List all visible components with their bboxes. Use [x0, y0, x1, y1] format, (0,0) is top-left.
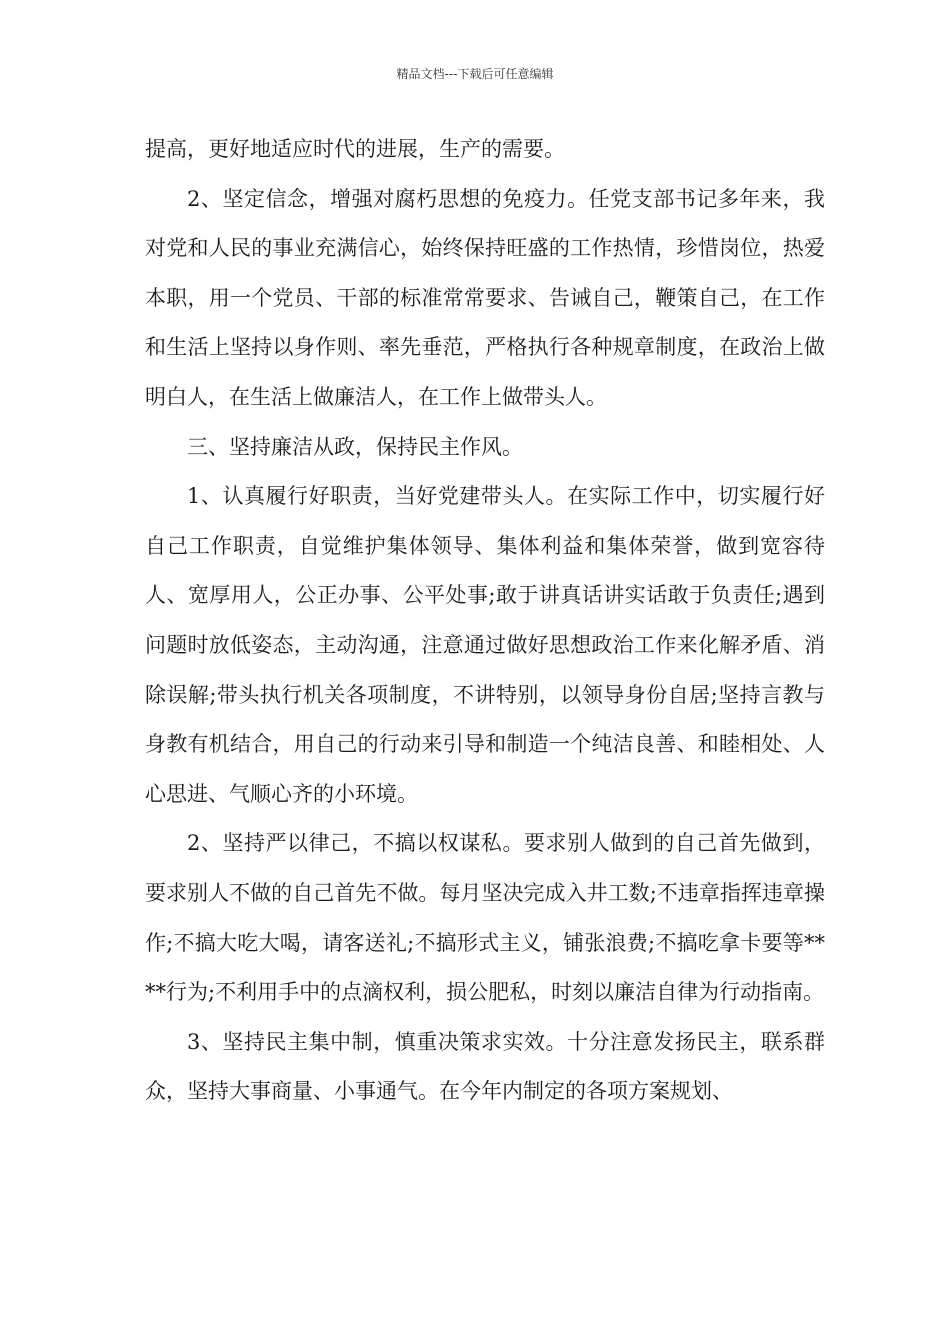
paragraph-2: 2、坚定信念，增强对腐朽思想的免疫力。任党支部书记多年来，我对党和人民的事业充满信心，始终保持旺盛的工作热情，珍惜岗位，热爱本职，用一个党员、干部的标准常常要求、告诫自己，鞭策自己，在工作和生活上坚持以身作则、率先垂范，严格执行各种规章制度，在政治上做明白人，在生活上做廉洁人，在工作上做带头人。 [145, 186, 825, 409]
paragraph-4: 2、坚持严以律己，不搞以权谋私。要求别人做到的自己首先做到，要求别人不做的自己首先不做。每月坚决完成入井工数;不违章指挥违章操作;不搞大吃大喝，请客送礼;不搞形式主义，铺张浪费;不搞吃拿卡要等****行为;不利用手中的点滴权利，损公肥私，时刻以廉洁自律为行动指南。 [145, 831, 825, 1005]
section-heading: 三、坚持廉洁从政，保持民主作风。 [187, 434, 523, 459]
paragraph-1: 提高，更好地适应时代的进展，生产的需要。 [145, 137, 565, 161]
paragraph-3: 1、认真履行好职责，当好党建带头人。在实际工作中，切实履行好自己工作职责，自觉维护集体领导、集体利益和集体荣誉，做到宽容待人、宽厚用人，公正办事、公平处事;敢于讲真话讲实话敢于负责任;遇到问题时放低姿态，主动沟通，注意通过做好思想政治工作来化解矛盾、消除误解;带头执行机关各项制度，不讲特别，以领导身份自居;坚持言教与身教有机结合，用自己的行动来引导和制造一个纯洁良善、和睦相处、人心思进、气顺心齐的小环境。 [145, 484, 825, 806]
paragraph-5: 3、坚持民主集中制，慎重决策求实效。十分注意发扬民主，联系群众，坚持大事商量、小事通气。在今年内制定的各项方案规划、 [145, 1029, 825, 1104]
page-header: 精品文档---下载后可任意编辑 [396, 67, 554, 81]
document-body [145, 125, 825, 1117]
